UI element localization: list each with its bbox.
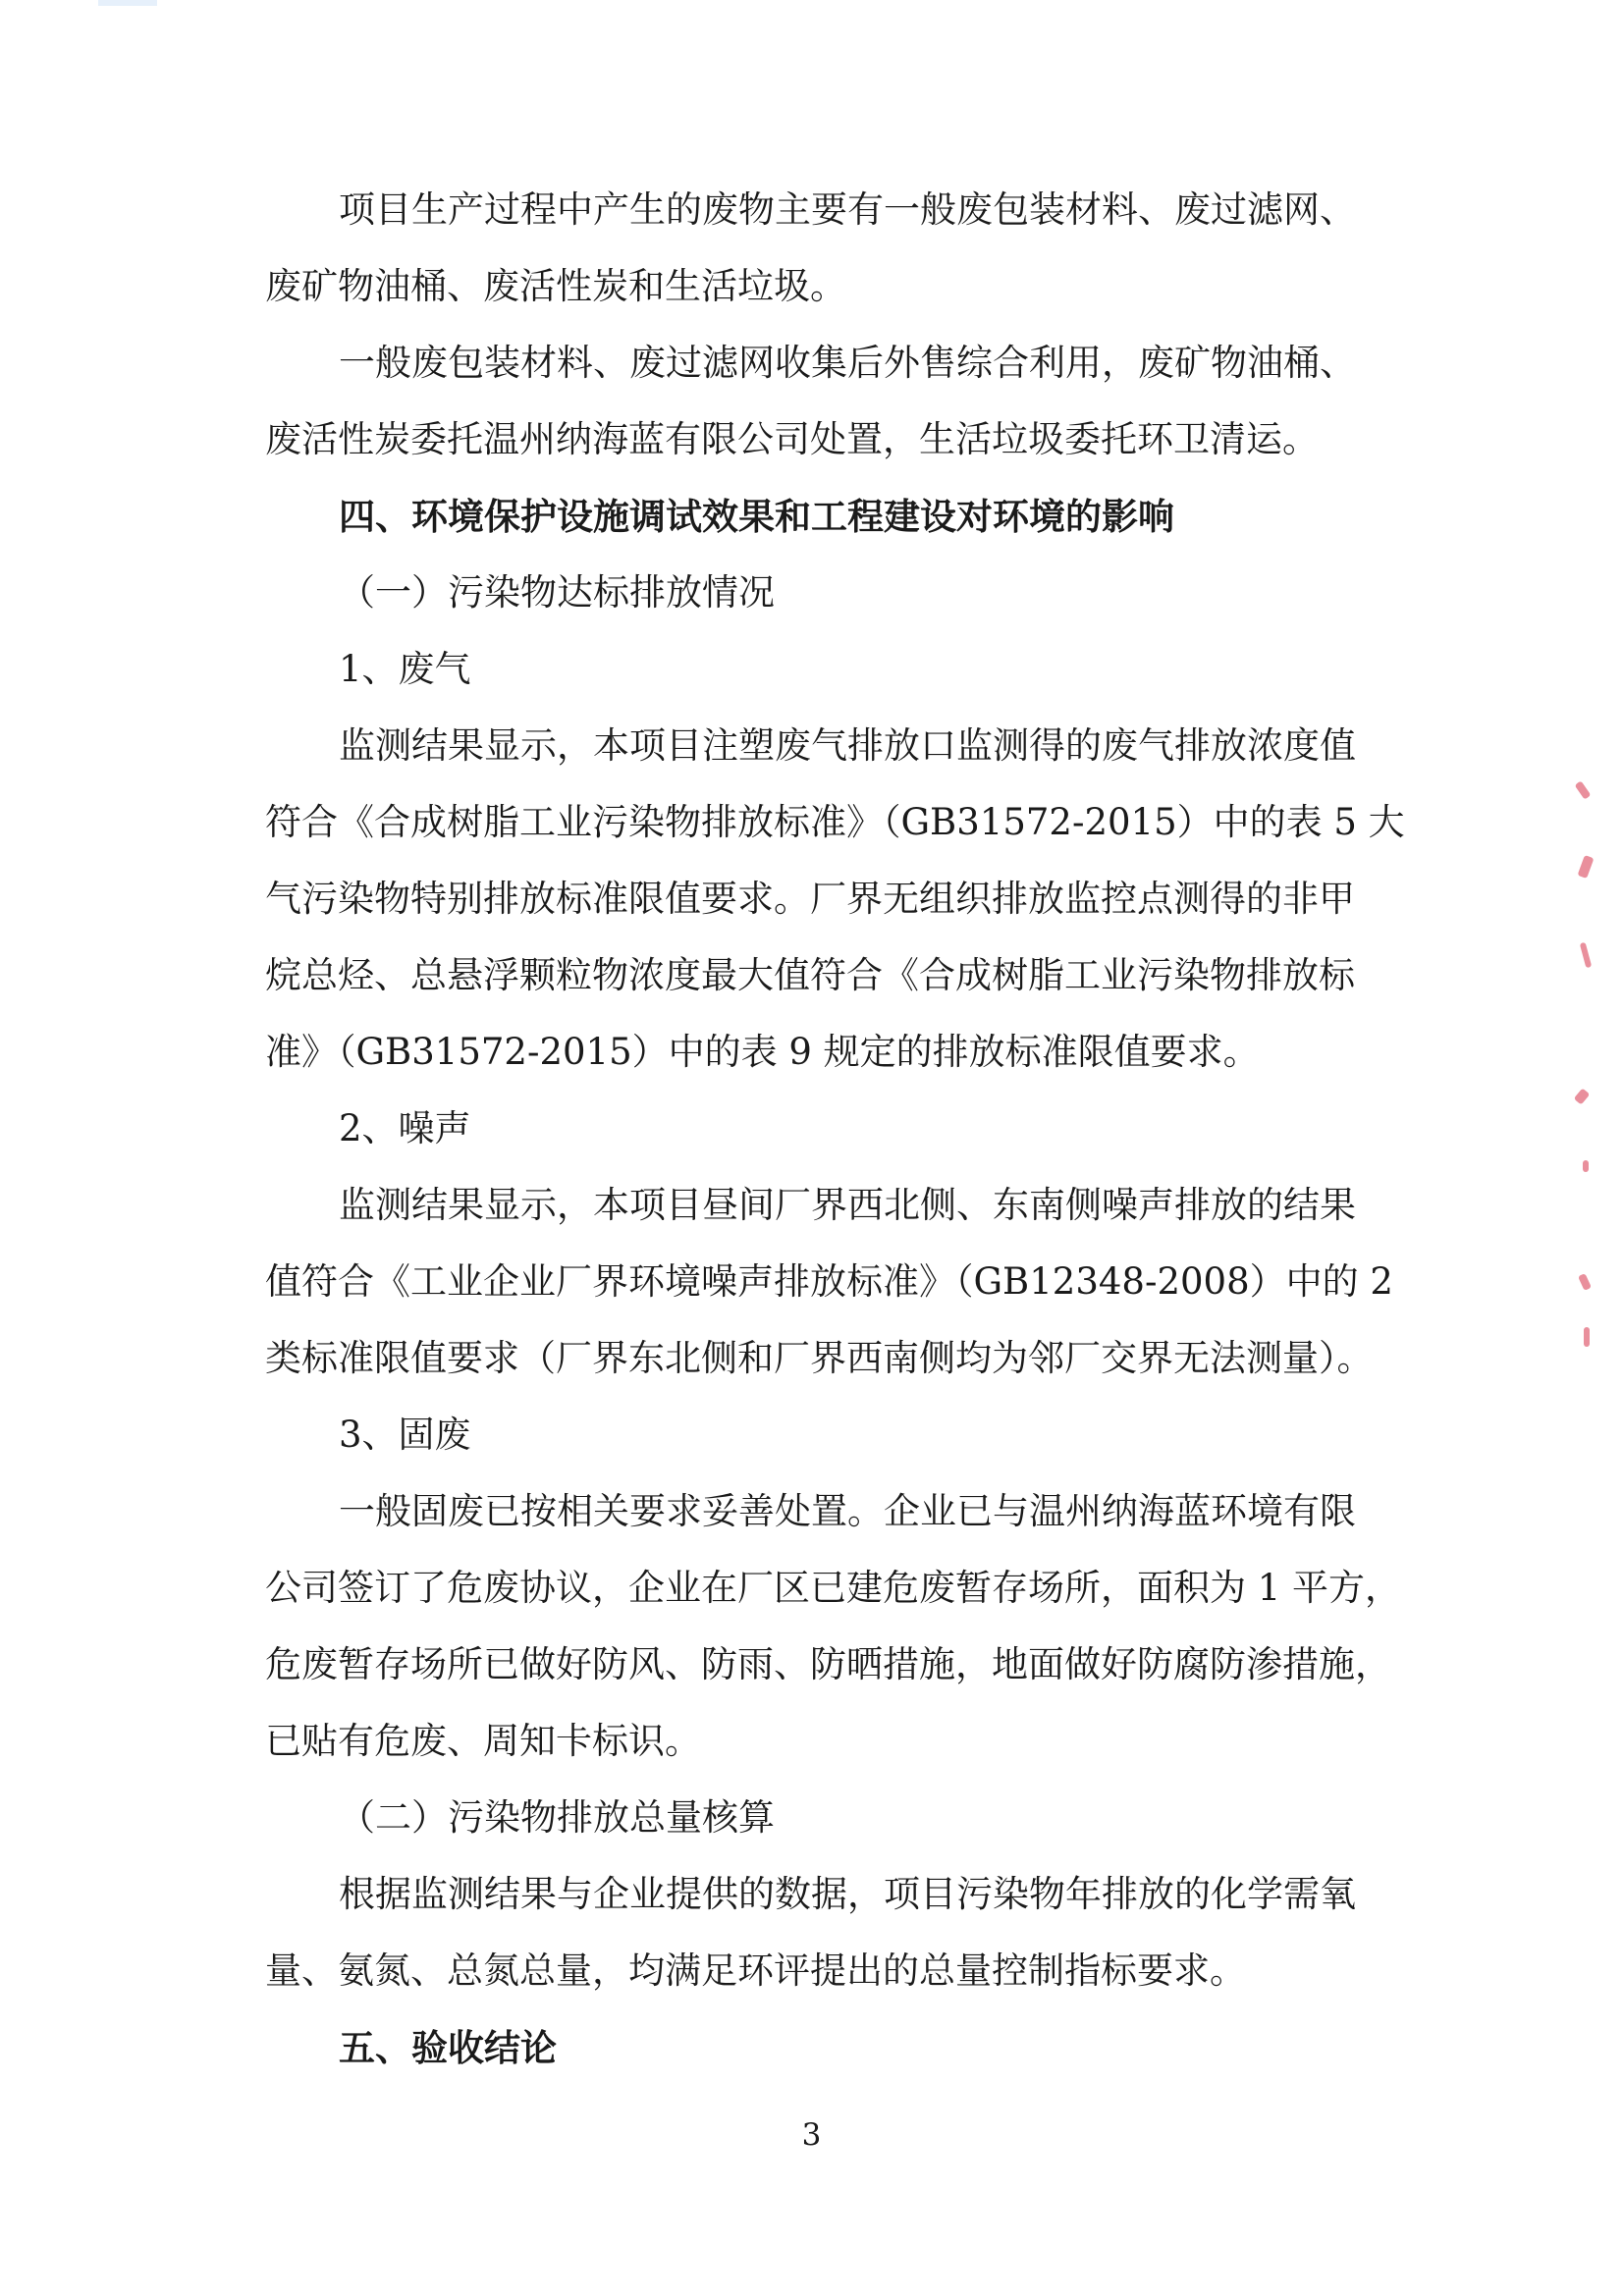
paragraph-exhaust-line-2: 符合《合成树脂工业污染物排放标准》（GB31572-2015）中的表 5 大	[265, 801, 1405, 843]
item-heading-solid-waste: 3、固废	[339, 1414, 471, 1456]
paragraph-waste-types-line-1: 项目生产过程中产生的废物主要有一般废包装材料、废过滤网、	[339, 188, 1356, 231]
paragraph-noise-line-1: 监测结果显示，本项目昼间厂界西北侧、东南侧噪声排放的结果	[339, 1184, 1356, 1226]
scan-edge-mark	[98, 0, 157, 6]
paragraph-total-emission-line-2: 量、氨氮、总氮总量，均满足环评提出的总量控制指标要求。	[265, 1949, 1246, 1992]
paragraph-solid-waste-line-1: 一般固废已按相关要求妥善处置。企业已与温州纳海蓝环境有限	[339, 1490, 1356, 1532]
page-number: 3	[801, 2117, 822, 2153]
paragraph-exhaust-line-1: 监测结果显示，本项目注塑废气排放口监测得的废气排放浓度值	[339, 724, 1356, 767]
subsection-heading-2: （二）污染物排放总量核算	[339, 1796, 775, 1839]
section-heading-5: 五、验收结论	[339, 2026, 557, 2069]
paragraph-exhaust-line-4: 烷总烃、总悬浮颗粒物浓度最大值符合《合成树脂工业污染物排放标	[265, 954, 1355, 996]
paragraph-solid-waste-line-2: 公司签订了危废协议，企业在厂区已建危废暂存场所，面积为 1 平方，	[265, 1567, 1402, 1609]
paragraph-exhaust-line-5: 准》（GB31572-2015）中的表 9 规定的排放标准限值要求。	[265, 1031, 1260, 1073]
seam-stamp-fragment	[1583, 1160, 1589, 1172]
paragraph-waste-types-line-2: 废矿物油桶、废活性炭和生活垃圾。	[265, 265, 846, 307]
paragraph-noise-line-2: 值符合《工业企业厂界环境噪声排放标准》（GB12348-2008）中的 2	[265, 1260, 1393, 1303]
seam-stamp-fragment	[1575, 780, 1592, 799]
paragraph-waste-disposal-line-1: 一般废包装材料、废过滤网收集后外售综合利用，废矿物油桶、	[339, 342, 1356, 384]
seam-stamp-fragment	[1584, 1327, 1590, 1347]
paragraph-total-emission-line-1: 根据监测结果与企业提供的数据，项目污染物年排放的化学需氧	[339, 1873, 1356, 1915]
paragraph-waste-disposal-line-2: 废活性炭委托温州纳海蓝有限公司处置，生活垃圾委托环卫清运。	[265, 418, 1319, 460]
paragraph-solid-waste-line-3: 危废暂存场所已做好防风、防雨、防晒措施，地面做好防腐防渗措施，	[265, 1643, 1391, 1685]
seam-stamp-fragment	[1580, 942, 1593, 969]
seam-stamp-fragment	[1574, 1088, 1591, 1104]
item-heading-noise: 2、噪声	[339, 1107, 471, 1149]
paragraph-exhaust-line-3: 气污染物特别排放标准限值要求。厂界无组织排放监控点测得的非甲	[265, 878, 1355, 920]
item-heading-exhaust: 1、废气	[339, 648, 471, 690]
seam-stamp-fragment	[1578, 1273, 1592, 1291]
paragraph-solid-waste-line-4: 已贴有危废、周知卡标识。	[265, 1720, 701, 1762]
subsection-heading-1: （一）污染物达标排放情况	[339, 571, 775, 614]
section-heading-4: 四、环境保护设施调试效果和工程建设对环境的影响	[339, 495, 1174, 538]
seam-stamp-fragment	[1578, 855, 1595, 879]
paragraph-noise-line-3: 类标准限值要求（厂界东北侧和厂界西南侧均为邻厂交界无法测量）。	[265, 1337, 1374, 1379]
